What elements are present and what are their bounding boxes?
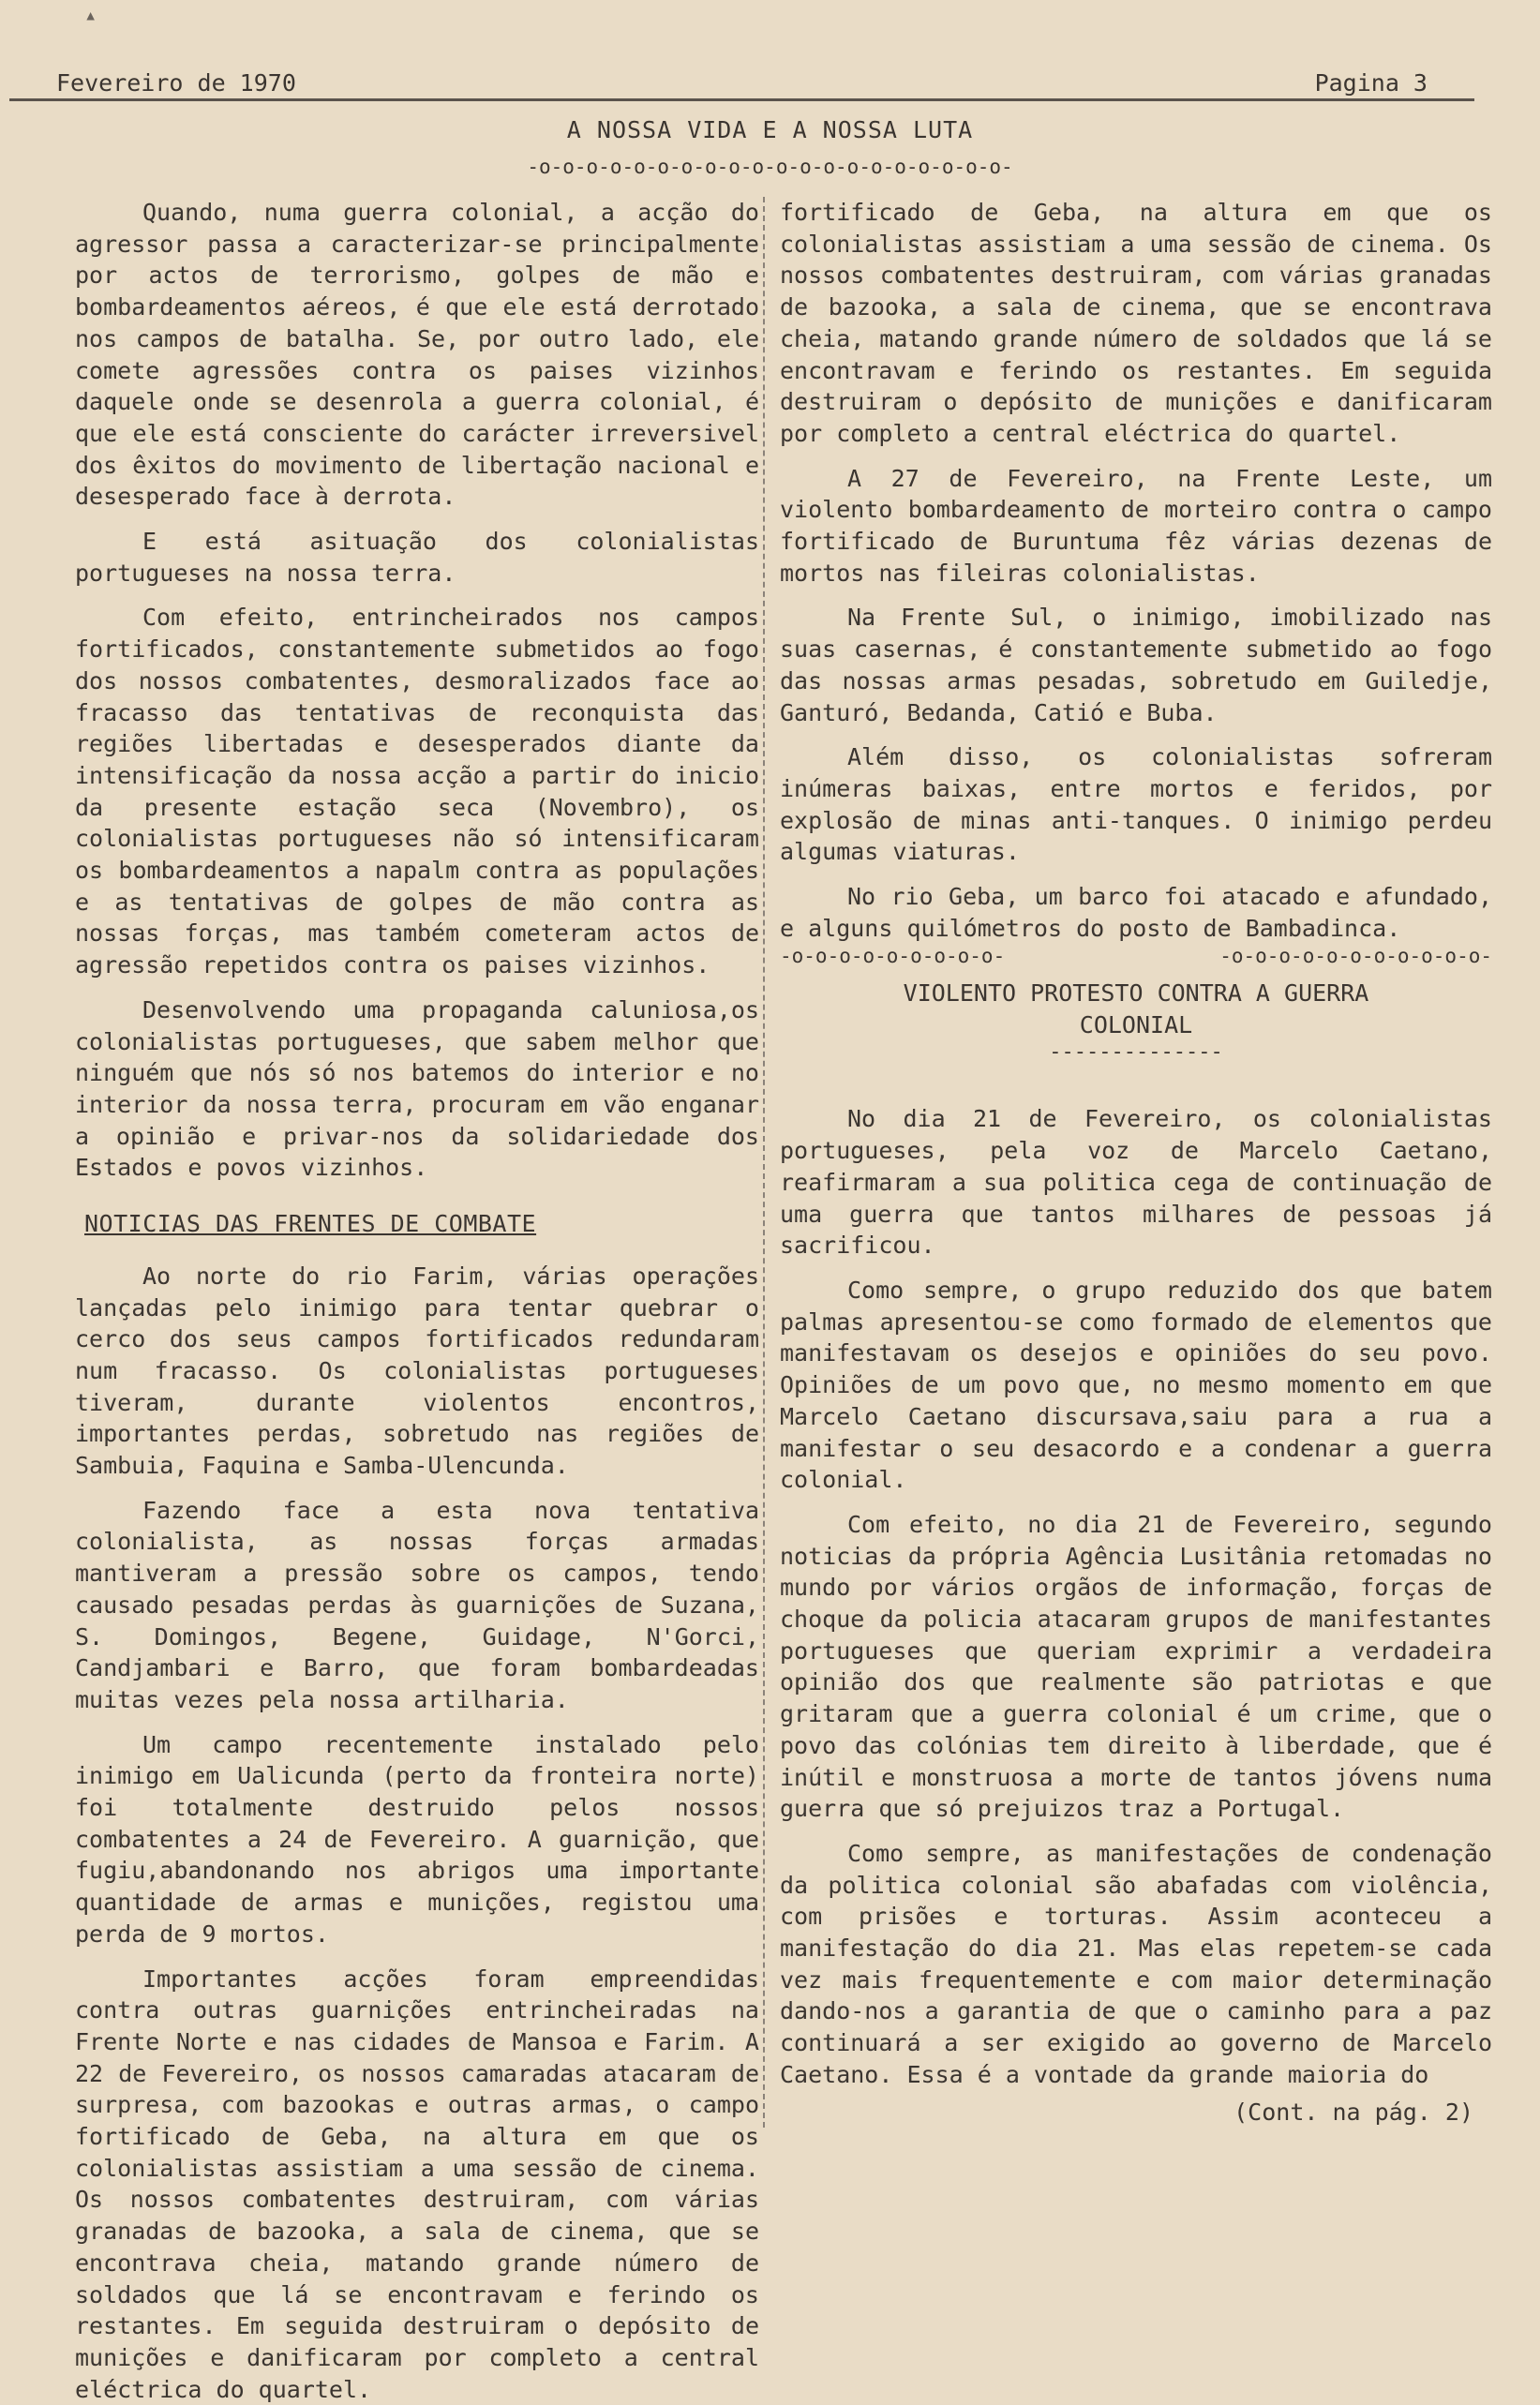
header-page-number: Pagina 3 bbox=[1314, 69, 1428, 97]
article-title: A NOSSA VIDA E A NOSSA LUTA bbox=[566, 116, 974, 143]
news-paragraph: Na Frente Sul, o inimigo, imobilizado nas suas casernas, é constantemente submetido ao fogo das nossas armas pesadas, sobretudo em Guiledje, Ganturó, Bedanda, Catió e Buba. bbox=[780, 604, 1492, 726]
protest-heading-line2: COLONIAL bbox=[1079, 1011, 1193, 1039]
margin-mark-icon: ▴ bbox=[84, 4, 97, 27]
article-paragraph: E está asituação dos colonialistas portugueses na nossa terra. bbox=[75, 528, 759, 587]
column-divider bbox=[763, 197, 765, 2128]
protest-heading-line1: VIOLENTO PROTESTO CONTRA A GUERRA bbox=[903, 979, 1369, 1008]
article-paragraph: Quando, numa guerra colonial, a acção do agressor passa a caracterizar-se principalmente por actos de terrorismo, golpes de mão e bombardeamentos aéreos, é que ele está derrotado nos campos de batalha. Se, por outro lado, ele comete agressões contra os paises vizinhos daquele onde se desenrola a guerra colonial, é que ele está consciente do carácter irreversivel dos êxitos do movimento de libertação nacional e desesperado face à derrota. bbox=[75, 199, 759, 511]
news-separator bbox=[780, 944, 1492, 968]
protest-heading-underline: -------------- bbox=[1049, 1040, 1223, 1065]
news-paragraph: Além disso, os colonialistas sofreram inúmeras baixas, entre mortos e feridos, por explosão de minas anti-tanques. O inimigo perdeu algumas viaturas. bbox=[780, 743, 1492, 866]
article-paragraph: Com efeito, entrincheirados nos campos fortificados, constantemente submetidos ao fogo dos nossos combatentes, desmoralizados face ao fracasso das tentativas de reconquista das regiões libertadas e desesperados diante da intensificação da nossa acção a partir do inicio da presente estação seca (Novembro), os colonialistas portugueses não só intensificaram os bombardeamentos a napalm contra as populações e as tentativas de golpes de mão contra as nossas forças, mas também cometeram actos de agressão repetidos contra os paises vizinhos. bbox=[75, 604, 759, 979]
news-paragraph: Fazendo face a esta nova tentativa colonialista, as nossas forças armadas mantiveram a pressão sobre os campos, tendo causado pesadas perdas às guarnições de Suzana, S. Domingos, Begene, Guidage, N'Gorci, Candjambari e Barro, que foram bombardeadas muitas vezes pela nossa artilharia. bbox=[75, 1496, 759, 1713]
article-paragraph: Desenvolvendo uma propaganda caluniosa,os colonialistas portugueses, que sabem melhor que ninguém que nós só nos batemos do interior e no interior da nossa terra, procuram em vão enganar a opinião e privar-nos da solidariedade dos Estados e povos vizinhos. bbox=[75, 995, 759, 1182]
protest-paragraph: Com efeito, no dia 21 de Fevereiro, segundo noticias da própria Agência Lusitânia retomadas no mundo por vários orgãos de informação, forças de choque da policia atacaram grupos de manifestantes portugueses que queriam exprimir a verdadeira opinião dos que realmente são patriotas e que gritaram que a guerra colonial é um crime, que o povo das colónias tem direito à liberdade, que é inútil e monstruosa a morte de tantos jóvens numa guerra que só prejuizos traz a Portugal. bbox=[780, 1510, 1492, 1823]
protest-paragraph: No dia 21 de Fevereiro, os colonialistas portugueses, pela voz de Marcelo Caetano, reafirmaram a sua politica cega de continuação de uma guerra que tantos milhares de pessoas já sacrificou. bbox=[780, 1105, 1492, 1260]
left-column bbox=[75, 197, 759, 2403]
news-paragraph: Ao norte do rio Farim, várias operações lançadas pelo inimigo para tentar quebrar o cerco dos seus campos fortificados redundaram num fracasso. Os colonialistas portugueses tiveram, durante violentos encontros, importantes perdas, sobretudo nas regiões de Sambuia, Faquina e Samba-Ulencunda. bbox=[75, 1262, 759, 1480]
separator-left: -o-o-o-o-o-o-o-o-o- bbox=[780, 945, 1006, 968]
protest-heading bbox=[780, 978, 1492, 1041]
news-paragraph: No rio Geba, um barco foi atacado e afundado, e alguns quilómetros do posto de Bambadinca. bbox=[780, 883, 1492, 942]
title-separator: -o-o-o-o-o-o-o-o-o-o-o-o-o-o-o-o-o-o-o-o- bbox=[527, 156, 1013, 178]
news-heading: NOTICIAS DAS FRENTES DE COMBATE bbox=[84, 1210, 537, 1238]
right-column bbox=[780, 197, 1492, 2128]
page-header bbox=[9, 64, 1474, 101]
header-date: Fevereiro de 1970 bbox=[56, 69, 296, 97]
news-paragraph: Um campo recentemente instalado pelo inimigo em Ualicunda (perto da fronteira norte) foi totalmente destruido pelos nossos combatentes a 24 de Fevereiro. A guarnição, que fugiu,abandonando nos abrigos uma importante quantidade de armas e munições, registou uma perda de 9 mortos. bbox=[75, 1730, 759, 1948]
protest-paragraph: Como sempre, as manifestações de condenação da politica colonial são abafadas com violência, com prisões e torturas. Assim aconteceu a manifestação do dia 21. Mas elas repetem-se cada vez mais frequentemente e com maior determinação dando-nos a garantia de que o caminho para a paz continuará a ser exigido ao governo de Marcelo Caetano. Essa é a vontade da grande maioria do bbox=[780, 1839, 1492, 2088]
separator-right: -o-o-o-o-o-o-o-o-o-o-o- bbox=[1219, 945, 1492, 968]
news-paragraph: fortificado de Geba, na altura em que os colonialistas assistiam a uma sessão de cinema. Os nossos combatentes destruiram, com várias granadas de bazooka, a sala de cinema, que se encontrava cheia, matando grande número de soldados que lá se encontravam e ferindo os restantes. Em seguida destruiram o depósito de munições e danificaram por completo a central eléctrica do quartel. bbox=[780, 199, 1492, 447]
news-paragraph: A 27 de Fevereiro, na Frente Leste, um violento bombardeamento de morteiro contra o campo fortificado de Buruntuma fêz várias dezenas de mortos nas fileiras colonialistas. bbox=[780, 464, 1492, 587]
news-paragraph-continued: Importantes acções foram empreendidas contra outras guarnições entrincheiradas na Frente Norte e nas cidades de Mansoa e Farim. A 22 de Fevereiro, os nossos camaradas atacaram de surpresa, com bazookas e outras armas, o campo fortificado de Geba, na altura em que os colonialistas assistiam a uma sessão de cinema. Os nossos combatentes destruiram, com várias granadas de bazooka, a sala de cinema, que se encontrava cheia, matando grande número de soldados que lá se encontravam e ferindo os restantes. Em seguida destruiram o depósito de munições e danificaram por completo a central eléctrica do quartel. bbox=[75, 1964, 759, 2403]
continuation-note: (Cont. na pág. 2) bbox=[1233, 2098, 1473, 2126]
protest-paragraph: Como sempre, o grupo reduzido dos que batem palmas apresentou-se como formado de elementos que manifestavam os desejos e opiniões do seu povo. Opiniões de um povo que, no mesmo momento em que Marcelo Caetano discursava,saiu para a rua a manifestar o seu desacordo e a condenar a guerra colonial. bbox=[780, 1276, 1492, 1494]
